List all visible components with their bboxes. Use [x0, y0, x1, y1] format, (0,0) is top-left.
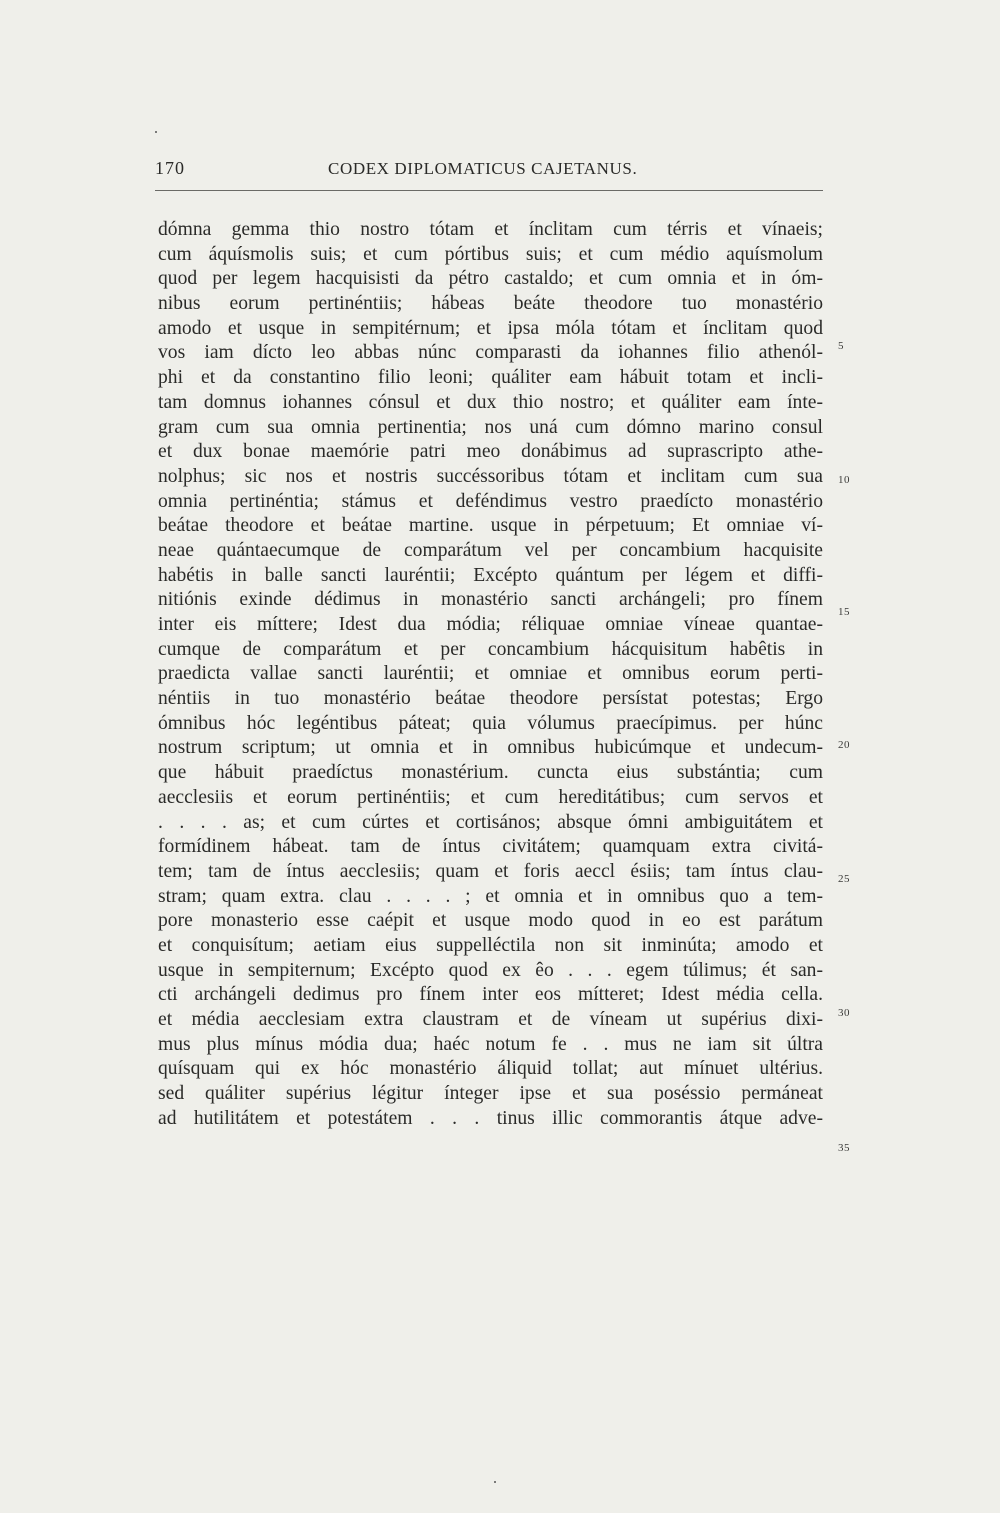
- text-line: ad hutilitátem et potestátem . . . tinus illic commorantis átque adve-: [158, 1107, 823, 1129]
- text-line: stram; quam extra. clau . . . . ; et omnia et in omnibus quo a tem-: [158, 885, 823, 907]
- margin-line-number: 5: [838, 340, 844, 352]
- body-text: [158, 218, 823, 1131]
- text-line: quísquam qui ex hóc monastério áliquid tollat; aut mínuet ultérius.: [158, 1058, 823, 1080]
- margin-line-number: 15: [838, 606, 850, 618]
- page-header: [155, 158, 823, 188]
- text-line: ómnibus hóc legéntibus páteat; quia vólumus praecípimus. per húnc: [158, 712, 823, 734]
- text-line: omnia pertinéntia; stámus et deféndimus vestro praedícto monastério: [158, 490, 823, 512]
- print-mark: [494, 1481, 496, 1483]
- text-line: et conquisítum; aetiam eius suppelléctila non sit inminúta; amodo et: [158, 934, 823, 956]
- text-line: cum áquísmolis suis; et cum pórtibus suis; et cum médio aquísmolum: [158, 243, 823, 265]
- text-line: . . . . as; et cum cúrtes et cortisános; absque ómni ambiguitátem et: [158, 811, 823, 833]
- text-line: phi et da constantino filio leoni; quáliter eam hábuit totam et incli-: [158, 367, 823, 389]
- text-line: nolphus; sic nos et nostris succéssoribus tótam et inclitam cum sua: [158, 465, 823, 487]
- text-line: tem; tam de íntus aecclesiis; quam et foris aeccl ésiis; tam íntus clau-: [158, 860, 823, 882]
- text-line: cumque de comparátum et per concambium hácquisitum habêtis in: [158, 638, 823, 660]
- margin-line-number: 35: [838, 1142, 850, 1154]
- text-line: inter eis míttere; Idest dua módia; réliquae omniae víneae quantae-: [158, 614, 823, 635]
- text-line: amodo et usque in sempitérnum; et ipsa móla tótam et ínclitam quod: [158, 317, 823, 339]
- text-line: formídinem hábeat. tam de íntus civitátem; quamquam extra civitá-: [158, 836, 823, 858]
- text-line: que hábuit praedíctus monastérium. cuncta eius substántia; cum: [158, 762, 823, 784]
- header-rule: [155, 190, 823, 191]
- text-line: quod per legem hacquisisti da pétro castaldo; et cum omnia et in óm-: [158, 268, 823, 290]
- text-line: nitiónis exinde dédimus in monastério sancti archángeli; pro fínem: [158, 589, 823, 611]
- text-line: et dux bonae maemórie patri meo donábimus ad suprascripto athe-: [158, 441, 823, 463]
- print-mark: [155, 131, 157, 133]
- text-line: néntiis in tuo monastério beátae theodore persístat potestas; Ergo: [158, 688, 823, 710]
- margin-line-number: 10: [838, 474, 850, 486]
- text-line: tam domnus iohannes cónsul et dux thio nostro; et quáliter eam ínte-: [158, 391, 823, 413]
- text-line: et média aecclesiam extra claustram et de víneam ut supérius dixi-: [158, 1009, 823, 1030]
- text-line: neae quántaecumque de comparátum vel per concambium hacquisite: [158, 539, 823, 561]
- text-line: usque in sempiternum; Excépto quod ex êo . . . egem túlimus; ét san-: [158, 959, 823, 981]
- text-line: pore monasterio esse caépit et usque modo quod in eo est parátum: [158, 910, 823, 932]
- text-line: habétis in balle sancti lauréntii; Excépto quántum per légem et diffi-: [158, 564, 823, 586]
- text-line: nibus eorum pertinéntiis; hábeas beáte theodore tuo monastério: [158, 293, 823, 315]
- text-line: mus plus mínus módia dua; haéc notum fe . . mus ne iam sit últra: [158, 1033, 823, 1055]
- text-line: cti archángeli dedimus pro fínem inter eos mítteret; Idest média cella.: [158, 984, 823, 1006]
- running-title: CODEX DIPLOMATICUS CAJETANUS.: [328, 159, 638, 178]
- text-line: aecclesiis et eorum pertinéntiis; et cum hereditátibus; cum servos et: [158, 786, 823, 808]
- page-number: 170: [155, 158, 185, 178]
- text-line: praedicta vallae sancti lauréntii; et omniae et omnibus eorum perti-: [158, 663, 823, 685]
- text-line: beátae theodore et beátae martine. usque in pérpetuum; Et omniae ví-: [158, 515, 823, 537]
- text-line: vos iam dícto leo abbas núnc comparasti da iohannes filio athenól-: [158, 342, 823, 364]
- margin-line-number: 20: [838, 739, 850, 751]
- text-line: sed quáliter supérius légitur ínteger ipse et sua poséssio permáneat: [158, 1083, 823, 1105]
- text-line: nostrum scriptum; ut omnia et in omnibus hubicúmque et undecum-: [158, 737, 823, 759]
- text-line: dómna gemma thio nostro tótam et ínclitam cum térris et vínaeis;: [158, 219, 823, 240]
- margin-line-number: 25: [838, 873, 850, 885]
- text-line: gram cum sua omnia pertinentia; nos uná cum dómno marino consul: [158, 416, 823, 438]
- margin-line-number: 30: [838, 1007, 850, 1019]
